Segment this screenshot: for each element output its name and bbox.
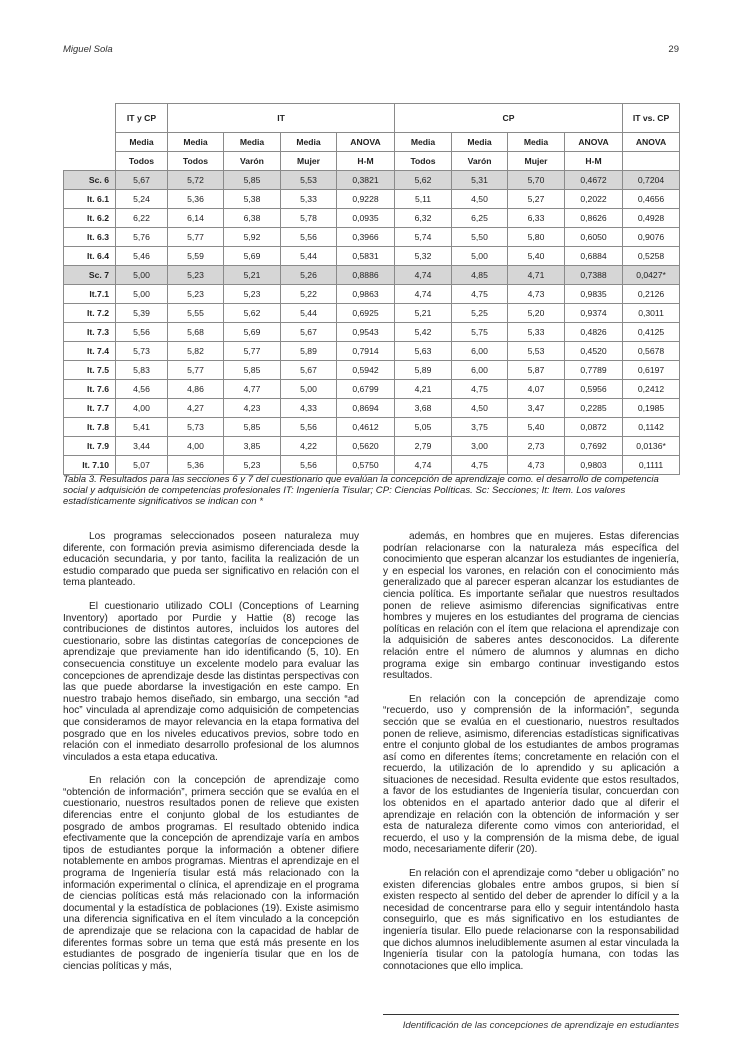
table-cell: 0,4672 bbox=[565, 171, 623, 190]
table-cell: 5,55 bbox=[168, 304, 224, 323]
table-row bbox=[64, 285, 680, 304]
row-label: It. 7.7 bbox=[64, 399, 116, 418]
column-subheader: Todos bbox=[168, 152, 224, 171]
column-subheader: Media bbox=[116, 133, 168, 152]
group-header-itcp: IT y CP bbox=[116, 104, 168, 133]
table-row bbox=[64, 342, 680, 361]
table-cell: 4,21 bbox=[395, 380, 452, 399]
column-subheader: Varón bbox=[452, 152, 508, 171]
table-row bbox=[64, 361, 680, 380]
column-subheader: Todos bbox=[395, 152, 452, 171]
row-label: It.7.1 bbox=[64, 285, 116, 304]
left-column bbox=[63, 531, 359, 984]
column-subheader: Media bbox=[168, 133, 224, 152]
table-cell: 5,67 bbox=[281, 323, 337, 342]
column-subheader: Mujer bbox=[281, 152, 337, 171]
column-subheader: Media bbox=[395, 133, 452, 152]
table-cell: 0,1111 bbox=[623, 456, 680, 475]
table-cell: 4,23 bbox=[224, 399, 281, 418]
table-cell: 5,00 bbox=[116, 266, 168, 285]
row-label: Sc. 6 bbox=[64, 171, 116, 190]
table-cell: 6,14 bbox=[168, 209, 224, 228]
table-cell: 4,22 bbox=[281, 437, 337, 456]
table-cell: 4,85 bbox=[452, 266, 508, 285]
table-cell: 5,20 bbox=[508, 304, 565, 323]
table-cell: 3,47 bbox=[508, 399, 565, 418]
table-cell: 5,23 bbox=[224, 456, 281, 475]
table-cell: 4,86 bbox=[168, 380, 224, 399]
paragraph: En relación con la concepción de aprendizaje como “recuerdo, uso y comprensión de la información”, segunda sección que se evalúa en el cuestionario, nuestros resultados ponen de relieve, asimismo, diferencias estadísticas significativas entre el conjunto global de los estudiantes de ambos programas así como en diferentes ítems; concretamente en relación con el recuerdo, la utilización de lo aprendido y su aplicación a situaciones de necesidad. Resulta evidente que estos resultados, a favor de los estudiantes de Ingeniería tisular, concuerdan con los obtenidos en el apartado anterior dado que al diferir el aprendizaje en relación con la obtención de información y ser esta de naturaleza diferente como vimos con anterioridad, el recuerdo, el uso y la comprensión de la misma debe, de igual modo, necesariamente diferir (20). bbox=[383, 693, 679, 856]
row-label: It. 6.4 bbox=[64, 247, 116, 266]
table-cell: 5,44 bbox=[281, 304, 337, 323]
table-cell: 4,50 bbox=[452, 190, 508, 209]
table-cell: 5,77 bbox=[168, 228, 224, 247]
row-label: Sc. 7 bbox=[64, 266, 116, 285]
table-cell: 5,23 bbox=[224, 285, 281, 304]
table-cell: 5,82 bbox=[168, 342, 224, 361]
paragraph: En relación con la concepción de aprendizaje como “obtención de información”, primera sección que se evalúa en el cuestionario, nuestros resultados ponen de relieve que existen diferencias entre el conjunto global de los estudiantes de posgrado de ambos programas. El resultado obtenido indica efectivamente que la concepción de aprendizaje varía en ambos tipos de estudiantes porque la información a obtener difiere notablemente en ambos programas. Mientras el aprendizaje en el programa de Ingeniería tisular está más relacionado con la información experimental o clínica, el aprendizaje en el programa de ciencias políticas está más relacionado con la información documental y la estadística de poblaciones (19). Existe asimismo una diferencia significativa en el ítem vinculado a la concepción de aprendizaje que se relaciona con la capacidad de hablar de diferentes formas sobre un tema que está más presente en los estudiantes de posgrado de ingeniería tisular que en los de ciencias políticas y más, bbox=[63, 775, 359, 972]
column-subheader: Media bbox=[224, 133, 281, 152]
table-cell: 6,33 bbox=[508, 209, 565, 228]
table-cell: 0,6197 bbox=[623, 361, 680, 380]
table-cell: 0,9863 bbox=[337, 285, 395, 304]
table-cell: 4,77 bbox=[224, 380, 281, 399]
column-subheader: Varón bbox=[224, 152, 281, 171]
table-row bbox=[64, 399, 680, 418]
table-cell: 5,00 bbox=[452, 247, 508, 266]
table-cell: 0,4826 bbox=[565, 323, 623, 342]
table-cell: 5,67 bbox=[116, 171, 168, 190]
row-label: It. 7.10 bbox=[64, 456, 116, 475]
table-cell: 5,56 bbox=[281, 228, 337, 247]
table-cell: 5,56 bbox=[281, 456, 337, 475]
table-cell: 4,33 bbox=[281, 399, 337, 418]
table-cell: 5,07 bbox=[116, 456, 168, 475]
table-cell: 0,5678 bbox=[623, 342, 680, 361]
table-cell: 0,8886 bbox=[337, 266, 395, 285]
table-cell: 4,27 bbox=[168, 399, 224, 418]
table-cell: 0,2126 bbox=[623, 285, 680, 304]
column-subheader bbox=[623, 152, 680, 171]
table-cell: 5,70 bbox=[508, 171, 565, 190]
table-cell: 0,3011 bbox=[623, 304, 680, 323]
table-cell: 0,4656 bbox=[623, 190, 680, 209]
table-cell: 4,50 bbox=[452, 399, 508, 418]
column-subheader: ANOVA bbox=[337, 133, 395, 152]
table-row bbox=[64, 171, 680, 190]
table-cell: 5,89 bbox=[281, 342, 337, 361]
table-cell: 5,40 bbox=[508, 247, 565, 266]
table-cell: 4,75 bbox=[452, 285, 508, 304]
table-row bbox=[64, 437, 680, 456]
group-header-itvscp: IT vs. CP bbox=[623, 104, 680, 133]
table-cell: 5,31 bbox=[452, 171, 508, 190]
table-cell: 5,53 bbox=[281, 171, 337, 190]
table-cell: 5,75 bbox=[452, 323, 508, 342]
table-row bbox=[64, 266, 680, 285]
table-cell: 5,73 bbox=[116, 342, 168, 361]
paragraph: En relación con el aprendizaje como “deber u obligación” no existen diferencias globales entre ambos grupos, si bien sí existen respecto al sentido del deber de aprender lo difícil y a la necesidad de concentrarse para ello y seguir intentándolo hasta conseguirlo, que es más significativo en los estudiantes de ingeniería tisular. Ello puede relacionarse con la responsabilidad que dichos alumnos ineludiblemente asumen al estar vinculada la Ingeniería tisular con la patología humana, con todas las connotaciones que ello implica. bbox=[383, 868, 679, 972]
table-cell: 5,85 bbox=[224, 361, 281, 380]
table-cell: 5,23 bbox=[168, 266, 224, 285]
right-column bbox=[383, 531, 679, 984]
table-cell: 0,7204 bbox=[623, 171, 680, 190]
table-row bbox=[64, 380, 680, 399]
table-row bbox=[64, 190, 680, 209]
table-cell: 0,6925 bbox=[337, 304, 395, 323]
table-cell: 0,4612 bbox=[337, 418, 395, 437]
footer-rule bbox=[383, 1014, 679, 1015]
table-cell: 5,42 bbox=[395, 323, 452, 342]
column-subheader: Media bbox=[281, 133, 337, 152]
table-cell: 5,39 bbox=[116, 304, 168, 323]
table-cell: 4,74 bbox=[395, 266, 452, 285]
results-table bbox=[63, 103, 680, 475]
table-cell: 0,9076 bbox=[623, 228, 680, 247]
table-cell: 6,00 bbox=[452, 361, 508, 380]
table-cell: 0,4125 bbox=[623, 323, 680, 342]
table-cell: 0,8694 bbox=[337, 399, 395, 418]
table-cell: 0,7914 bbox=[337, 342, 395, 361]
table-cell: 6,32 bbox=[395, 209, 452, 228]
table-cell: 0,5258 bbox=[623, 247, 680, 266]
table-cell: 3,68 bbox=[395, 399, 452, 418]
table-cell: 5,11 bbox=[395, 190, 452, 209]
table-cell: 5,40 bbox=[508, 418, 565, 437]
table-cell: 5,23 bbox=[168, 285, 224, 304]
table-cell: 5,00 bbox=[281, 380, 337, 399]
table-cell: 5,56 bbox=[281, 418, 337, 437]
row-label: It. 7.5 bbox=[64, 361, 116, 380]
table-cell: 0,5942 bbox=[337, 361, 395, 380]
table-cell: 4,73 bbox=[508, 456, 565, 475]
table-cell: 0,5956 bbox=[565, 380, 623, 399]
running-head-author: Miguel Sola bbox=[63, 44, 113, 55]
table-cell: 0,9543 bbox=[337, 323, 395, 342]
table-cell: 5,72 bbox=[168, 171, 224, 190]
row-label: It. 7.2 bbox=[64, 304, 116, 323]
table-cell: 5,62 bbox=[395, 171, 452, 190]
table-cell: 5,77 bbox=[168, 361, 224, 380]
table-row bbox=[64, 228, 680, 247]
table-cell: 4,74 bbox=[395, 285, 452, 304]
row-label: It. 7.6 bbox=[64, 380, 116, 399]
table-cell: 5,83 bbox=[116, 361, 168, 380]
table-row bbox=[64, 323, 680, 342]
table-cell: 0,1142 bbox=[623, 418, 680, 437]
table-cell: 4,07 bbox=[508, 380, 565, 399]
table-cell: 5,50 bbox=[452, 228, 508, 247]
table-cell: 0,9835 bbox=[565, 285, 623, 304]
paragraph: además, en hombres que en mujeres. Estas diferencias podrían relacionarse con la naturaleza más específica del conocimiento que esperan alcanzar los estudiantes de ingeniería, y en especial los varones, en relación con el conocimiento más generalizado que al parecer esperan alcanzar los estudiantes de ciencia política. Es importante señalar que nuestros resultados ponen de relieve asimismo diferencias significativas entre hombres y mujeres en los estudiantes del programa de ciencias políticas en relación con el ítem que relaciona el aprendizaje con la adquisición de saberes antes desconocidos. La diferente relación entre el número de alumnos y alumnas en dicho programa exige sin embargo continuar investigando estos resultados. bbox=[383, 531, 679, 682]
table-row bbox=[64, 304, 680, 323]
table-cell: 0,0872 bbox=[565, 418, 623, 437]
table-cell: 5,73 bbox=[168, 418, 224, 437]
table-cell: 5,22 bbox=[281, 285, 337, 304]
table-cell: 5,33 bbox=[281, 190, 337, 209]
table-row bbox=[64, 209, 680, 228]
row-label: It. 6.1 bbox=[64, 190, 116, 209]
table-cell: 5,00 bbox=[116, 285, 168, 304]
table-cell: 5,36 bbox=[168, 456, 224, 475]
row-label: It. 7.9 bbox=[64, 437, 116, 456]
paragraph: El cuestionario utilizado COLI (Conceptions of Learning Inventory) aportado por Purdie y Hattie (8) recoge las contribuciones de distintos autores, incluidos los autores del cuestionario, sobre las distintas categorías de concepciones de aprendizaje que previamente han ido identificando (5, 10). En consecuencia constituye un excelente modelo para evaluar las concepciones de aprendizaje desde las distintas perspectivas con las que puede abordarse la investigación en este campo. En nuestro trabajo hemos diseñado, sin embargo, una sección “ad hoc” vinculada al aprendizaje como adquisición de competencias que consideramos de mayor relevancia en la etapa formativa del posgrado que en los niveles educativos previos, sobre todo en relación con el inmediato desarrollo profesional de los alumnos vinculados a esta etapa educativa. bbox=[63, 600, 359, 763]
table-cell: 0,0136* bbox=[623, 437, 680, 456]
group-header-cp: CP bbox=[395, 104, 623, 133]
table-cell: 0,6799 bbox=[337, 380, 395, 399]
table-cell: 5,56 bbox=[116, 323, 168, 342]
paragraph: Los programas seleccionados poseen naturaleza muy diferente, con formación previa asimismo diferenciada desde la educación secundaria, y por tanto, facilita la realización de un estudio comparado que pueda ser significativo en relación con el tema planteado. bbox=[63, 531, 359, 589]
table-cell: 2,73 bbox=[508, 437, 565, 456]
column-subheader: Mujer bbox=[508, 152, 565, 171]
column-subheader: ANOVA bbox=[623, 133, 680, 152]
table-cell: 5,32 bbox=[395, 247, 452, 266]
table-cell: 3,44 bbox=[116, 437, 168, 456]
row-label: It. 6.3 bbox=[64, 228, 116, 247]
table-cell: 5,69 bbox=[224, 247, 281, 266]
table-cell: 5,36 bbox=[168, 190, 224, 209]
table-cell: 0,2022 bbox=[565, 190, 623, 209]
table-cell: 0,3966 bbox=[337, 228, 395, 247]
table-cell: 5,53 bbox=[508, 342, 565, 361]
table-cell: 3,75 bbox=[452, 418, 508, 437]
row-label: It. 6.2 bbox=[64, 209, 116, 228]
table-cell: 5,62 bbox=[224, 304, 281, 323]
table-cell: 0,9374 bbox=[565, 304, 623, 323]
table-cell: 5,46 bbox=[116, 247, 168, 266]
row-label: It. 7.8 bbox=[64, 418, 116, 437]
table-cell: 3,00 bbox=[452, 437, 508, 456]
table-cell: 5,63 bbox=[395, 342, 452, 361]
table-caption: Tabla 3. Resultados para las secciones 6 y 7 del cuestionario que evalúan la concepción de aprendizaje como. el desarrollo de competencia social y adquisición de competencias profesionales IT: Ingeniería Tisular; CP: Ciencias Políticas. Sc: Secciones; It: Item. Los valores estadísticamente significativos se indican con * bbox=[63, 474, 659, 507]
table-cell: 4,73 bbox=[508, 285, 565, 304]
column-subheader: Media bbox=[452, 133, 508, 152]
row-label: It. 7.4 bbox=[64, 342, 116, 361]
table-cell: 0,4520 bbox=[565, 342, 623, 361]
table-cell: 6,00 bbox=[452, 342, 508, 361]
table-cell: 4,00 bbox=[168, 437, 224, 456]
table-cell: 5,76 bbox=[116, 228, 168, 247]
table-cell: 0,9803 bbox=[565, 456, 623, 475]
column-subheader: H-M bbox=[565, 152, 623, 171]
page-number: 29 bbox=[668, 44, 679, 55]
table-row bbox=[64, 247, 680, 266]
table-cell: 5,74 bbox=[395, 228, 452, 247]
table-cell: 5,69 bbox=[224, 323, 281, 342]
row-label: It. 7.3 bbox=[64, 323, 116, 342]
table-cell: 5,92 bbox=[224, 228, 281, 247]
table-cell: 5,85 bbox=[224, 171, 281, 190]
table-cell: 0,7789 bbox=[565, 361, 623, 380]
running-foot-title: Identificación de las concepciones de aprendizaje en estudiantes bbox=[402, 1020, 679, 1031]
table-cell: 0,1985 bbox=[623, 399, 680, 418]
table-cell: 0,6050 bbox=[565, 228, 623, 247]
table-cell: 4,00 bbox=[116, 399, 168, 418]
table-cell: 5,89 bbox=[395, 361, 452, 380]
table-cell: 4,56 bbox=[116, 380, 168, 399]
table-cell: 6,22 bbox=[116, 209, 168, 228]
table-cell: 5,59 bbox=[168, 247, 224, 266]
table-cell: 5,77 bbox=[224, 342, 281, 361]
table-row bbox=[64, 456, 680, 475]
table-cell: 5,27 bbox=[508, 190, 565, 209]
table-cell: 6,38 bbox=[224, 209, 281, 228]
table-cell: 5,41 bbox=[116, 418, 168, 437]
table-cell: 5,26 bbox=[281, 266, 337, 285]
table-cell: 5,85 bbox=[224, 418, 281, 437]
group-header-it: IT bbox=[168, 104, 395, 133]
table-cell: 5,21 bbox=[224, 266, 281, 285]
table-cell: 0,7692 bbox=[565, 437, 623, 456]
column-subheader: Media bbox=[508, 133, 565, 152]
table-cell: 4,75 bbox=[452, 456, 508, 475]
table-cell: 5,87 bbox=[508, 361, 565, 380]
table-row bbox=[64, 418, 680, 437]
table-cell: 4,75 bbox=[452, 380, 508, 399]
table-cell: 0,5750 bbox=[337, 456, 395, 475]
table-cell: 5,44 bbox=[281, 247, 337, 266]
table-cell: 5,68 bbox=[168, 323, 224, 342]
table-cell: 5,38 bbox=[224, 190, 281, 209]
table-cell: 5,21 bbox=[395, 304, 452, 323]
table-cell: 5,24 bbox=[116, 190, 168, 209]
table-cell: 0,7388 bbox=[565, 266, 623, 285]
table-cell: 0,9228 bbox=[337, 190, 395, 209]
table-cell: 4,71 bbox=[508, 266, 565, 285]
table-cell: 5,25 bbox=[452, 304, 508, 323]
table-cell: 0,4928 bbox=[623, 209, 680, 228]
table-cell: 4,74 bbox=[395, 456, 452, 475]
table-cell: 0,3821 bbox=[337, 171, 395, 190]
table-cell: 5,05 bbox=[395, 418, 452, 437]
table-cell: 5,67 bbox=[281, 361, 337, 380]
column-subheader: ANOVA bbox=[565, 133, 623, 152]
table-cell: 0,0935 bbox=[337, 209, 395, 228]
table-cell: 0,6884 bbox=[565, 247, 623, 266]
table-cell: 2,79 bbox=[395, 437, 452, 456]
table-cell: 0,2412 bbox=[623, 380, 680, 399]
table-cell: 6,25 bbox=[452, 209, 508, 228]
table-cell: 0,0427* bbox=[623, 266, 680, 285]
table-cell: 3,85 bbox=[224, 437, 281, 456]
column-subheader: Todos bbox=[116, 152, 168, 171]
column-subheader: H-M bbox=[337, 152, 395, 171]
table-cell: 0,2285 bbox=[565, 399, 623, 418]
table-cell: 5,33 bbox=[508, 323, 565, 342]
table-cell: 0,5620 bbox=[337, 437, 395, 456]
table-cell: 5,78 bbox=[281, 209, 337, 228]
table-cell: 5,80 bbox=[508, 228, 565, 247]
table-cell: 0,5831 bbox=[337, 247, 395, 266]
table-cell: 0,8626 bbox=[565, 209, 623, 228]
